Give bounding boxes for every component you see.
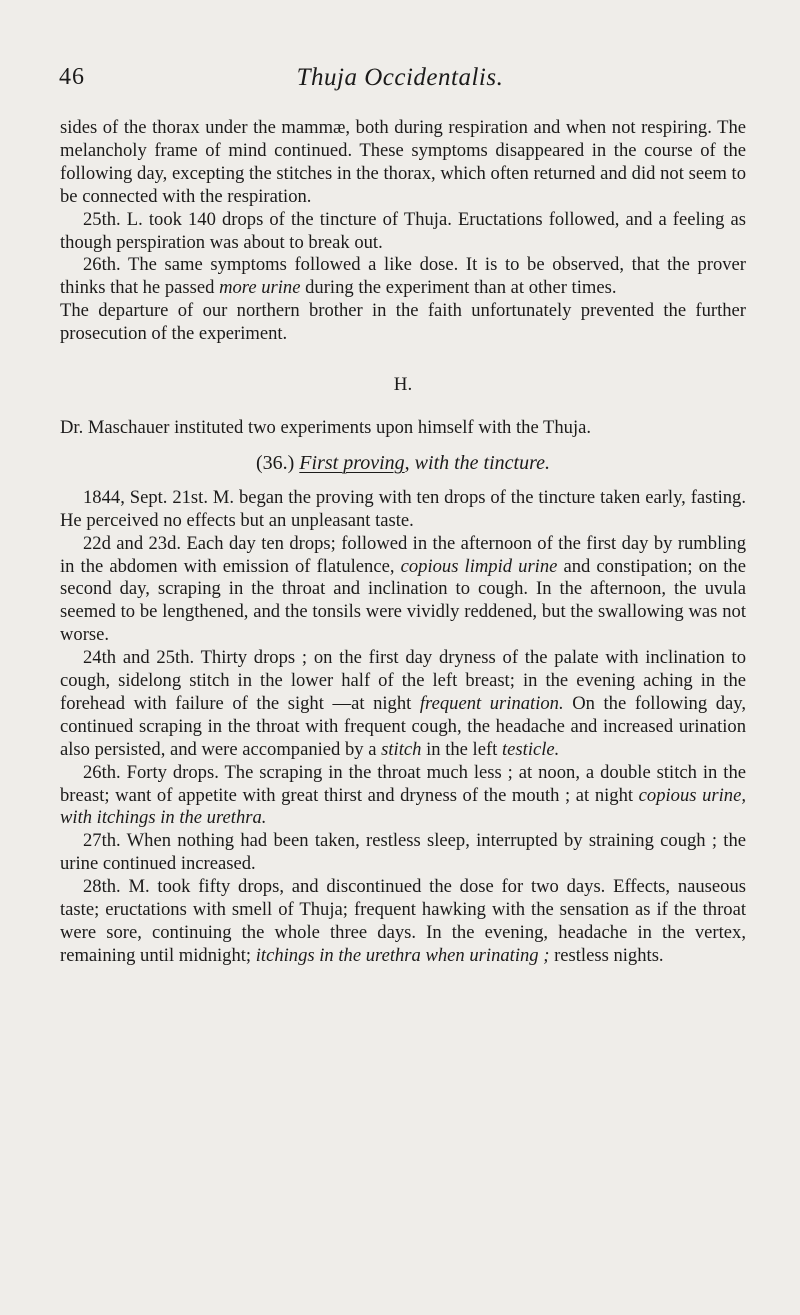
page-number: 46 xyxy=(59,64,85,90)
body-text xyxy=(60,117,746,968)
emphasis-itchings-urethra: itchings in the urethra when urinating ; xyxy=(255,944,550,966)
emphasis-frequent-urination: frequent urination. xyxy=(419,692,564,714)
paragraph-continuation: sides of the thorax under the mammæ, both during respiration and when not respiring. The melancholy frame of mind continued. These symptoms disappeared in the course of the following day, excepting the stitches in the thorax, which often returned and did not seem to be connected with the respiration. xyxy=(60,117,746,207)
emphasis-testicle: testicle. xyxy=(502,738,560,760)
paragraph-27th: 27th. When nothing had been taken, restless sleep, interrupted by straining cough ; the urine continued increased. xyxy=(60,830,746,875)
paragraph-26th-forty xyxy=(60,762,746,831)
paragraph-1844: 1844, Sept. 21st. M. began the proving with ten drops of the tincture taken early, fasting. He perceived no effects but an unpleasant taste. xyxy=(60,486,746,531)
text-run: and constipation; on the second day, scraping in the throat and inclination to cough. In the afternoon, the uvula seemed to be lengthened, and the tonsils were vividly reddened, but the swallowing was not worse. xyxy=(60,555,746,646)
subheading-number: (36.) xyxy=(255,451,300,474)
paragraph-28th xyxy=(60,876,746,968)
section-heading: H. xyxy=(393,374,413,396)
text-run: 24th and 25th. Thirty drops ; on the first day dryness of the palate with inclination to cough, sidelong stitch in the lower half of the left breast; in the evening aching in the forehead with failure of the sight —at night xyxy=(60,647,746,714)
paragraph-24th-25th xyxy=(60,647,746,762)
text-run: during the experiment than at other times. xyxy=(300,277,617,299)
paragraph-22d-23d xyxy=(60,533,746,648)
paragraph-maschauer: Dr. Maschauer instituted two experiments upon himself with the Thuja. xyxy=(60,416,592,438)
text-run: restless nights. xyxy=(549,944,664,966)
emphasis-copious-limpid-urine: copious limpid urine xyxy=(400,555,558,577)
emphasis-stitch: stitch xyxy=(381,738,422,760)
subheading-first-proving: First proving xyxy=(299,451,405,474)
text-run: 22d and 23d. Each day ten drops; followed in the afternoon of the first day by rumbling in the abdomen with emission of flatulence, xyxy=(60,532,746,577)
text-run: in the left xyxy=(421,738,502,760)
paragraph-departure: The departure of our northern brother in the faith unfortunately prevented the further prosecution of the experiment. xyxy=(60,300,746,345)
paragraph-26th xyxy=(60,254,746,300)
text-run: 26th. Forty drops. The scraping in the throat much less ; at noon, a double stitch in the breast; want of appetite with great thirst and dryness of the mouth ; at night xyxy=(60,761,746,806)
page-header xyxy=(0,64,800,98)
emphasis-more-urine: more urine xyxy=(219,277,301,299)
proving-subheading xyxy=(60,452,746,475)
subheading-separator: , xyxy=(404,451,415,474)
running-title: Thuja Occidentalis. xyxy=(296,64,504,91)
emphasis-copious-urine: copious urine, with itchings in the urethra. xyxy=(60,784,746,829)
subheading-tincture: with the tincture. xyxy=(414,451,551,474)
paragraph-25th: 25th. L. took 140 drops of the tincture of Thuja. Eructations followed, and a feeling as though perspiration was about to break out. xyxy=(60,208,746,253)
text-run: 26th. The same symptoms followed a like dose. It is to be observed, that the prover thinks that he passed xyxy=(60,254,746,299)
text-run: 28th. M. took fifty drops, and discontinued the dose for two days. Effects, nauseous taste; eructations with smell of Thuja; frequent hawking with the sensation as if the throat were sore, continuing the whole three days. In the evening, headache in the vertex, remaining until midnight; xyxy=(60,876,746,966)
text-run: On the following day, continued scraping in the throat with frequent cough, the headache and increased urination also persisted, and were accompanied by a xyxy=(60,692,746,760)
